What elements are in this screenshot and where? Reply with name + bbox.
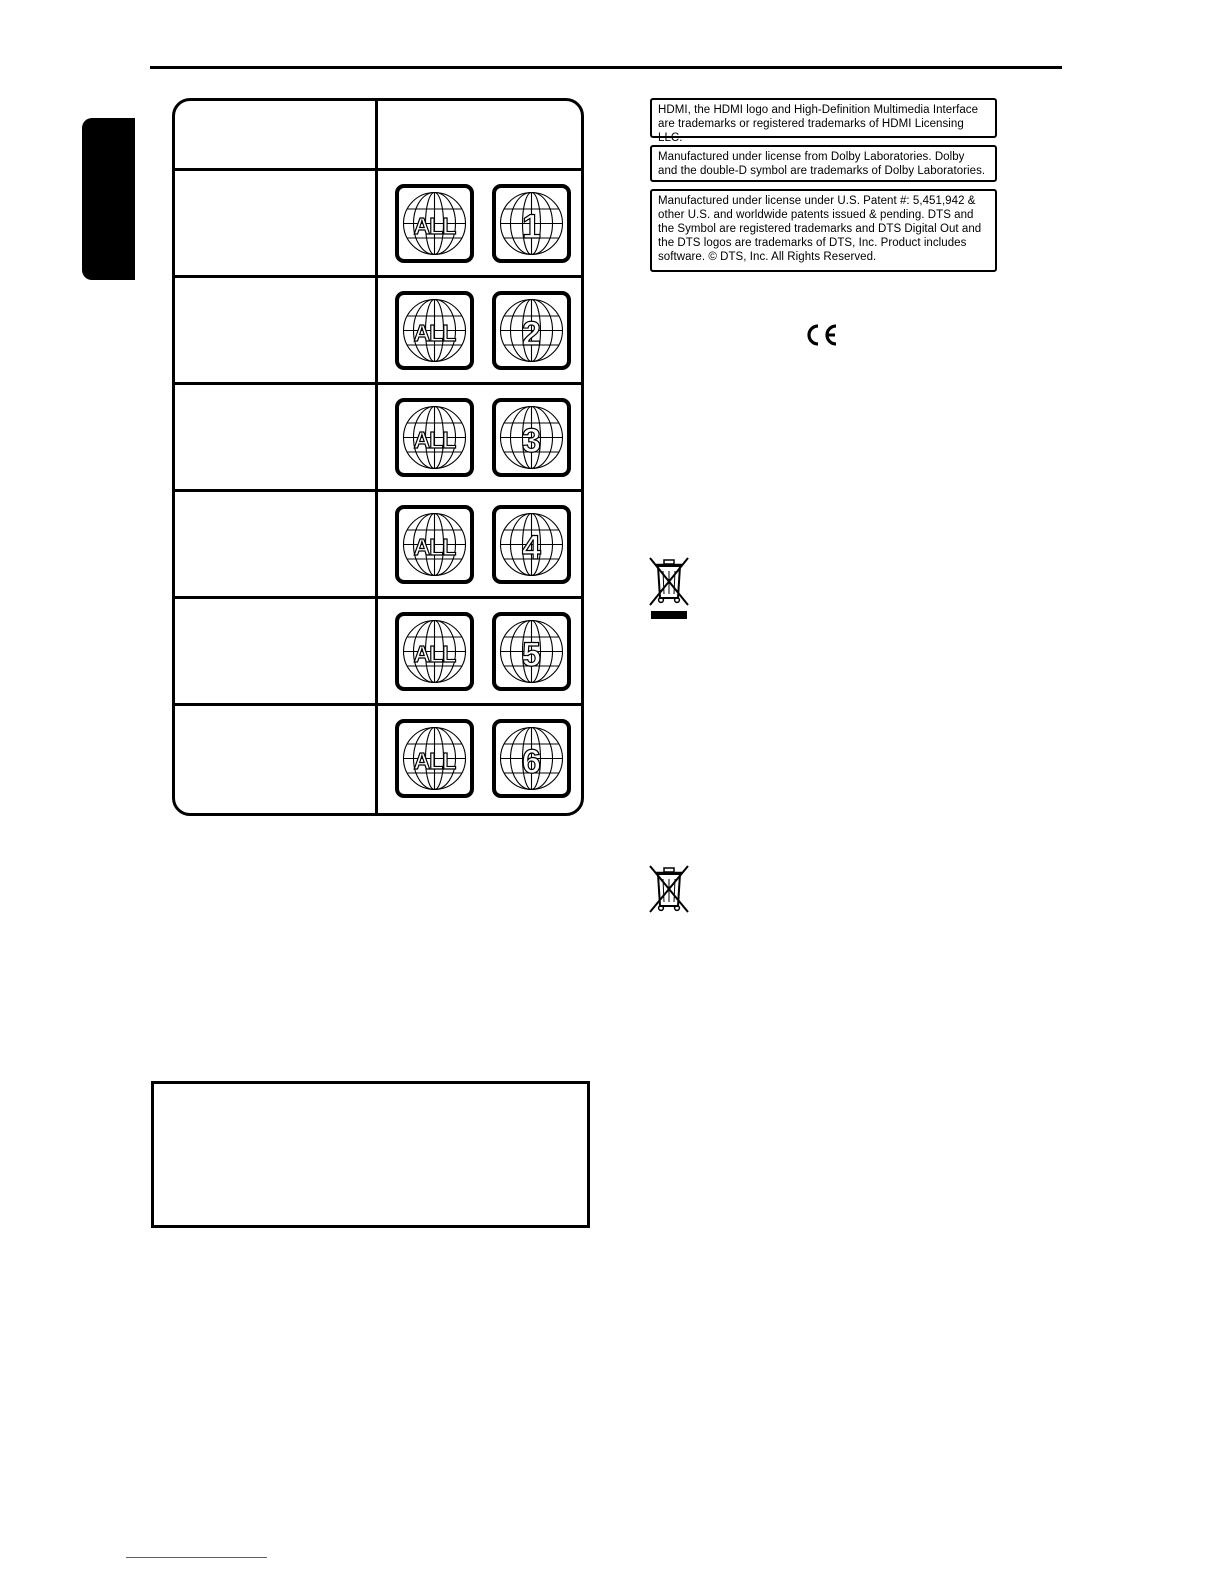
- empty-note-box: [151, 1081, 590, 1228]
- notice-line: software. © DTS, Inc. All Rights Reserved.: [658, 251, 877, 263]
- globe-icon: [496, 402, 567, 473]
- region-number-logo: [492, 291, 571, 370]
- footer-link-underline[interactable]: [126, 1557, 267, 1558]
- region-row: [175, 706, 581, 813]
- region-code-label: 5: [522, 636, 541, 674]
- region-all-logo: [395, 505, 474, 584]
- dolby-trademark-notice: [650, 145, 997, 182]
- globe-icon: [399, 188, 470, 259]
- region-row: [175, 278, 581, 385]
- crossed-out-bin-icon: [648, 864, 690, 914]
- notice-line: the DTS logos are trademarks of DTS, Inc. Product includes: [658, 237, 967, 249]
- region-all-logo: [395, 291, 474, 370]
- globe-icon: [496, 616, 567, 687]
- crossed-out-bin-icon: [648, 556, 690, 622]
- region-code-label: ALL: [413, 213, 456, 239]
- globe-icon: [399, 295, 470, 366]
- region-row: [175, 171, 581, 278]
- region-code-table: [172, 98, 584, 816]
- globe-icon: [399, 509, 470, 580]
- notice-line: Manufactured under license under U.S. Patent #: 5,451,942 &: [658, 195, 976, 207]
- notice-line: are trademarks or registered trademarks of HDMI Licensing LLC.: [658, 118, 964, 144]
- region-all-logo: [395, 398, 474, 477]
- region-code-label: 2: [522, 315, 541, 353]
- notice-line: Manufactured under license from Dolby Laboratories. Dolby: [658, 151, 965, 163]
- region-all-logo: [395, 719, 474, 798]
- region-all-logo: [395, 184, 474, 263]
- region-code-label: ALL: [413, 641, 456, 667]
- region-row: [175, 492, 581, 599]
- region-code-label: ALL: [413, 427, 456, 453]
- region-number-logo: [492, 505, 571, 584]
- globe-icon: [496, 723, 567, 794]
- notice-line: and the double-D symbol are trademarks of Dolby Laboratories.: [658, 165, 986, 177]
- language-side-tab: [82, 118, 135, 280]
- dts-trademark-notice: [650, 189, 997, 272]
- ce-mark-icon: [804, 320, 840, 350]
- globe-icon: [399, 616, 470, 687]
- region-row: [175, 385, 581, 492]
- region-number-logo: [492, 719, 571, 798]
- region-all-logo: [395, 612, 474, 691]
- region-number-logo: [492, 612, 571, 691]
- globe-icon: [496, 509, 567, 580]
- globe-icon: [399, 723, 470, 794]
- region-code-label: ALL: [413, 534, 456, 560]
- region-code-label: 3: [522, 422, 541, 460]
- globe-icon: [496, 188, 567, 259]
- header-rule: [150, 66, 1062, 69]
- notice-line: the Symbol are registered trademarks and DTS Digital Out and: [658, 223, 982, 235]
- globe-icon: [496, 295, 567, 366]
- region-code-label: ALL: [413, 748, 456, 774]
- region-code-label: ALL: [413, 320, 456, 346]
- globe-icon: [399, 402, 470, 473]
- region-code-label: 4: [522, 529, 541, 567]
- region-number-logo: [492, 184, 571, 263]
- region-number-logo: [492, 398, 571, 477]
- notice-line: other U.S. and worldwide patents issued & pending. DTS and: [658, 209, 974, 221]
- region-row: [175, 599, 581, 706]
- region-code-label: 1: [522, 208, 541, 246]
- notice-line: HDMI, the HDMI logo and High-Definition Multimedia Interface: [658, 104, 979, 116]
- region-code-label: 6: [522, 743, 541, 781]
- hdmi-trademark-notice: [650, 98, 997, 144]
